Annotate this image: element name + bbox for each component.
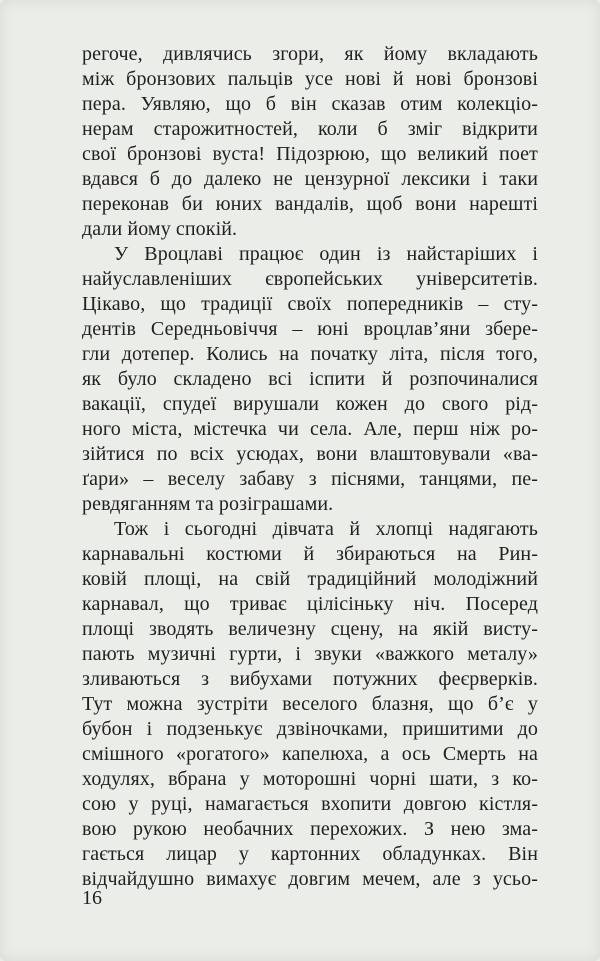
page-number: 16 bbox=[82, 887, 102, 909]
text-line: ного міста, містечка чи села. Але, перш ніж ро- bbox=[82, 418, 538, 440]
text-line: карнавальні костюми й збираються на Рин- bbox=[82, 543, 538, 565]
text-line: Тож і сьогодні дівчата й хлопці надягають bbox=[114, 518, 538, 540]
page-text-block bbox=[82, 42, 538, 892]
text-line: вою рукою необачних перехожих. З нею зма- bbox=[82, 818, 538, 840]
text-line: сою у руці, намагається вхопити довгою кістля- bbox=[82, 793, 538, 815]
text-line: ґари» – веселу забаву з піснями, танцями, пе- bbox=[82, 468, 538, 490]
text-line: карнавал, що триває цілісіньку ніч. Посеред bbox=[82, 593, 538, 615]
text-line: вакації, спудеї вирушали кожен до свого рід- bbox=[82, 393, 538, 415]
text-line: ревдяганням та розіграшами. bbox=[82, 493, 334, 515]
text-line: пера. Уявляю, що б він сказав отим колекціо- bbox=[82, 93, 538, 115]
text-line: як було складено всі іспити й розпочиналися bbox=[82, 368, 538, 390]
paragraph bbox=[82, 42, 538, 242]
text-line: ходулях, вбрана у моторошні чорні шати, з ко- bbox=[82, 768, 538, 790]
text-line: зливаються з вибухами потужних феєрверків. bbox=[82, 668, 538, 690]
text-line: нерам старожитностей, коли б зміг відкрити bbox=[82, 118, 538, 140]
text-line: гли дотепер. Колись на початку літа, після того, bbox=[82, 343, 538, 365]
text-line: відчайдушно вимахує довгим мечем, але з усьо- bbox=[82, 868, 538, 890]
text-line: свої бронзові вуста! Підозрюю, що великий поет bbox=[82, 143, 538, 165]
text-line: дентів Середньовіччя – юні вроцлав’яни збере- bbox=[82, 318, 538, 340]
text-line: смішного «рогатого» капелюха, а ось Смерть на bbox=[82, 743, 538, 765]
text-line: вдався б до далеко не цензурної лексики і таки bbox=[82, 168, 538, 190]
text-line: У Вроцлаві працює один із найстаріших і bbox=[114, 243, 538, 265]
text-line: Цікаво, що традиції своїх попередників – сту- bbox=[82, 293, 538, 315]
text-line: найуславленіших європейських університетів. bbox=[82, 268, 538, 290]
text-line: площі зводять величезну сцену, на якій висту- bbox=[82, 618, 538, 640]
text-line: регоче, дивлячись згори, як йому вкладають bbox=[82, 43, 538, 65]
text-line: бубон і подзенькує дзвіночками, пришитими до bbox=[82, 718, 538, 740]
text-line: переконав би юних вандалів, щоб вони нарешті bbox=[82, 193, 538, 215]
paragraph bbox=[82, 242, 538, 517]
text-line: дали йому спокій. bbox=[82, 218, 238, 240]
text-line: між бронзових пальців усе нові й нові бронзові bbox=[82, 68, 538, 90]
paragraph bbox=[82, 517, 538, 892]
text-line: пають музичні гурти, і звуки «важкого металу» bbox=[82, 643, 538, 665]
text-line: ковій площі, на свій традиційний молодіжний bbox=[82, 568, 538, 590]
text-line: зійтися по всіх усюдах, вони влаштовували «ва- bbox=[82, 443, 538, 465]
text-line: гається лицар у картонних обладунках. Він bbox=[82, 843, 538, 865]
text-line: Тут можна зустріти веселого блазня, що б’є у bbox=[82, 693, 538, 715]
